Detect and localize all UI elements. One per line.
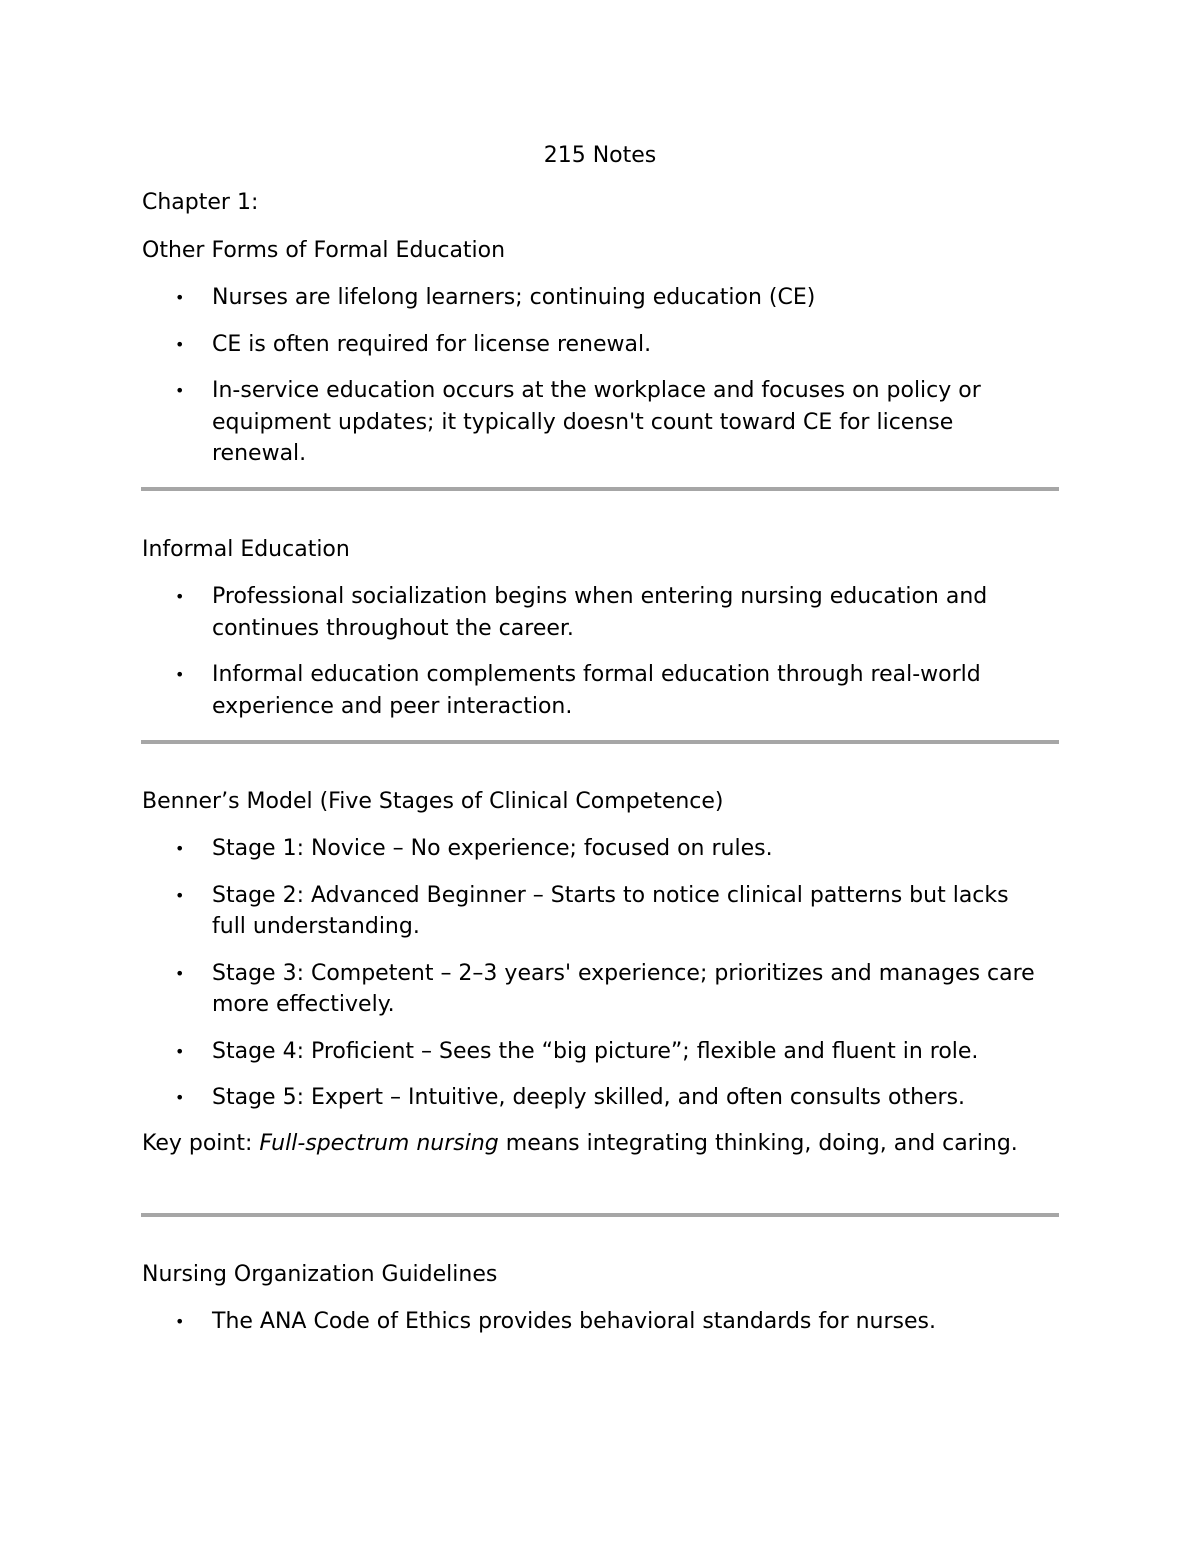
list-item-text: CE is often required for license renewal. bbox=[212, 331, 652, 357]
chapter-label: Chapter 1: bbox=[142, 190, 259, 215]
list-item bbox=[142, 282, 1058, 314]
bullet-icon: • bbox=[175, 381, 185, 400]
section-divider bbox=[141, 740, 1059, 744]
bullet-list bbox=[142, 1306, 1058, 1338]
section-divider bbox=[141, 1213, 1059, 1217]
list-item-text: Informal education complements formal education through real-world experience and peer interaction. bbox=[212, 662, 981, 719]
list-item bbox=[142, 375, 1058, 470]
section-formal-education bbox=[142, 235, 1058, 485]
bullet-icon: • bbox=[175, 587, 185, 606]
list-item-text: Professional socialization begins when entering nursing education and continues throughout the career. bbox=[212, 584, 988, 641]
section-heading: Nursing Organization Guidelines bbox=[142, 1262, 498, 1287]
bullet-list bbox=[142, 833, 1058, 1114]
list-item-text: Stage 4: Proficient – Sees the “big picture”; flexible and fluent in role. bbox=[212, 1038, 979, 1064]
bullet-icon: • bbox=[175, 1088, 185, 1107]
list-item-text: The ANA Code of Ethics provides behavioral standards for nurses. bbox=[212, 1309, 936, 1334]
list-item-text: Nurses are lifelong learners; continuing education (CE) bbox=[212, 285, 816, 310]
bullet-list bbox=[142, 282, 1058, 470]
key-point-emphasis: Full-spectrum nursing bbox=[259, 1130, 499, 1156]
bullet-icon: • bbox=[175, 1041, 185, 1061]
key-point-label: Key point: bbox=[142, 1130, 260, 1156]
bullet-icon: • bbox=[175, 334, 185, 354]
key-point-text: means integrating thinking, doing, and caring. bbox=[498, 1130, 1018, 1156]
list-item bbox=[142, 329, 1058, 361]
bullet-icon: • bbox=[175, 1312, 185, 1331]
list-item-text: Stage 1: Novice – No experience; focused on rules. bbox=[212, 836, 773, 861]
list-item-text: Stage 3: Competent – 2–3 years' experience; prioritizes and manages care more effectively. bbox=[212, 960, 1035, 1017]
list-item bbox=[142, 659, 1058, 722]
list-item bbox=[142, 958, 1058, 1021]
list-item bbox=[142, 581, 1058, 644]
section-heading: Other Forms of Formal Education bbox=[142, 238, 506, 263]
section-heading: Informal Education bbox=[142, 537, 350, 562]
list-item bbox=[142, 1082, 1058, 1114]
list-item-text: Stage 2: Advanced Beginner – Starts to notice clinical patterns but lacks full understanding. bbox=[212, 882, 1009, 939]
section-nursing-organization bbox=[142, 1259, 1058, 1353]
bullet-icon: • bbox=[175, 885, 185, 905]
document-title: 215 Notes bbox=[543, 143, 657, 168]
section-informal-education bbox=[142, 534, 1058, 737]
bullet-icon: • bbox=[175, 839, 185, 858]
list-item-text: In-service education occurs at the workplace and focuses on policy or equipment updates; it typically doesn't count toward CE for license renewal. bbox=[212, 378, 981, 466]
section-divider bbox=[141, 487, 1059, 491]
list-item bbox=[142, 833, 1058, 865]
key-point bbox=[142, 1128, 1058, 1160]
section-heading: Benner’s Model (Five Stages of Clinical Competence) bbox=[142, 789, 724, 814]
bullet-list bbox=[142, 581, 1058, 722]
section-benners-model bbox=[142, 786, 1058, 1159]
list-item-text: Stage 5: Expert – Intuitive, deeply skilled, and often consults others. bbox=[212, 1085, 966, 1110]
bullet-icon: • bbox=[175, 665, 185, 684]
list-item bbox=[142, 1036, 1058, 1068]
bullet-icon: • bbox=[175, 963, 185, 983]
bullet-icon: • bbox=[175, 288, 185, 307]
list-item bbox=[142, 880, 1058, 943]
list-item bbox=[142, 1306, 1058, 1338]
